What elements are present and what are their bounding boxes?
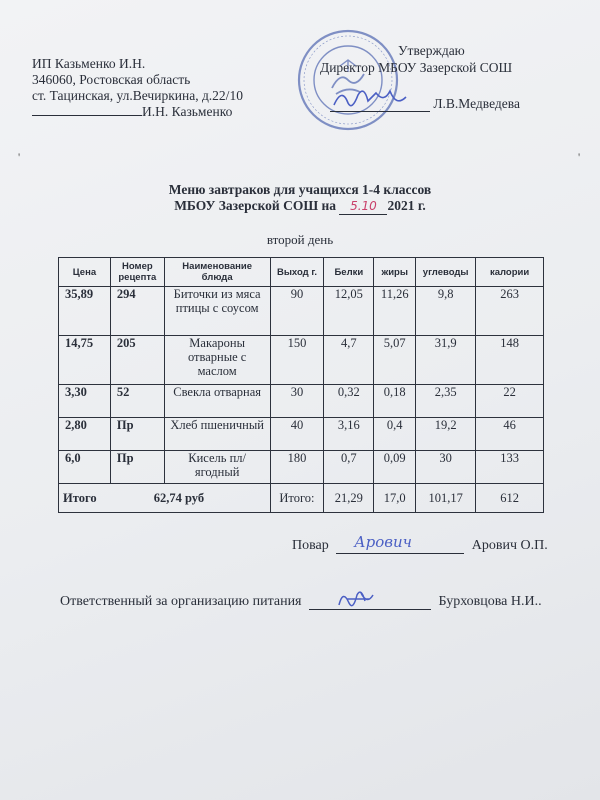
margin-tick: ' [18, 150, 21, 164]
header-price: Цена [59, 258, 111, 287]
cell-protein: 4,7 [324, 336, 374, 385]
cell-dish: Макароны отварные с маслом [164, 336, 270, 385]
header-dish: Наименование блюда [164, 258, 270, 287]
cell-dish: Свекла отварная [164, 385, 270, 418]
table-header-row [59, 258, 544, 287]
cell-carbs: 31,9 [416, 336, 476, 385]
supplier-address-1: 346060, Ростовская область [32, 72, 191, 87]
cell-price: 6,0 [59, 451, 111, 484]
total-kcal: 612 [476, 484, 544, 513]
header-kcal: калории [476, 258, 544, 287]
cell-recipe: 294 [110, 287, 164, 336]
cell-recipe: Пр [110, 418, 164, 451]
total-cell [59, 484, 271, 513]
table-total-row [59, 484, 544, 513]
table-row [59, 385, 544, 418]
cell-carbs: 30 [416, 451, 476, 484]
cell-fat: 0,18 [374, 385, 416, 418]
cell-price: 3,30 [59, 385, 111, 418]
cell-yield: 30 [270, 385, 324, 418]
approval-position: Директор МБОУ Зазерской СОШ [320, 60, 513, 75]
cook-label: Повар [292, 538, 329, 553]
director-signature-scribble [330, 83, 430, 113]
header-protein: Белки [324, 258, 374, 287]
table-row [59, 451, 544, 484]
cell-carbs: 19,2 [416, 418, 476, 451]
cell-dish: Кисель пл/ягодный [164, 451, 270, 484]
cell-dish: Хлеб пшеничный [164, 418, 270, 451]
cell-kcal: 148 [476, 336, 544, 385]
page-subtitle [0, 198, 600, 215]
cell-price: 2,80 [59, 418, 111, 451]
responsible-label: Ответственный за организацию питания [60, 594, 302, 609]
table-row [59, 287, 544, 336]
total-label-2: Итого: [270, 484, 324, 513]
total-carbs: 101,17 [416, 484, 476, 513]
supplier-block [32, 56, 243, 120]
cook-signature-line [336, 533, 464, 554]
responsible-name: Бурховцова Н.И.. [438, 594, 542, 609]
director-signature-line [330, 96, 520, 112]
cook-signature-block [292, 533, 548, 554]
cell-recipe: Пр [110, 451, 164, 484]
responsible-signature-line [309, 593, 431, 610]
date-handwritten: 5.10 [339, 198, 387, 215]
approval-block [320, 42, 512, 76]
cell-kcal: 46 [476, 418, 544, 451]
subtitle-suffix: 2021 г. [387, 198, 426, 213]
total-fat: 17,0 [374, 484, 416, 513]
approval-title: Утверждаю [398, 43, 465, 58]
header-carbs: углеводы [416, 258, 476, 287]
cell-yield: 180 [270, 451, 324, 484]
margin-tick-right: ' [578, 150, 581, 164]
total-protein: 21,29 [324, 484, 374, 513]
cell-carbs: 9,8 [416, 287, 476, 336]
table-row [59, 418, 544, 451]
cell-fat: 0,4 [374, 418, 416, 451]
cell-carbs: 2,35 [416, 385, 476, 418]
cook-signature: Арович [354, 533, 412, 551]
cell-fat: 0,09 [374, 451, 416, 484]
cell-protein: 0,32 [324, 385, 374, 418]
cook-name: Арович О.П. [471, 538, 548, 553]
subtitle-prefix: МБОУ Зазерской СОШ на [174, 198, 337, 213]
responsible-signature [309, 585, 431, 613]
cell-kcal: 133 [476, 451, 544, 484]
cell-kcal: 263 [476, 287, 544, 336]
responsible-signature-block [60, 593, 542, 610]
total-label: Итого [63, 490, 97, 505]
cell-yield: 150 [270, 336, 324, 385]
day-label: второй день [266, 232, 334, 247]
cell-yield: 40 [270, 418, 324, 451]
supplier-name: ИП Казьменко И.Н. [32, 56, 146, 71]
total-sum: 62,74 руб [153, 490, 205, 505]
director-name: Л.В.Медведева [433, 96, 520, 111]
supplier-signature-line [32, 104, 243, 120]
cell-yield: 90 [270, 287, 324, 336]
supplier-signatory: И.Н. Казьменко [142, 104, 233, 119]
cell-recipe: 52 [110, 385, 164, 418]
director-signature [330, 97, 430, 112]
header-yield: Выход г. [270, 258, 324, 287]
cell-fat: 5,07 [374, 336, 416, 385]
cell-protein: 3,16 [324, 418, 374, 451]
cell-dish: Биточки из мяса птицы с соусом [164, 287, 270, 336]
menu-table [58, 257, 544, 513]
page-title: Меню завтраков для учащихся 1-4 классов [168, 182, 432, 197]
header-recipe: Номер рецепта [110, 258, 164, 287]
header-fat: жиры [374, 258, 416, 287]
cell-protein: 12,05 [324, 287, 374, 336]
cell-recipe: 205 [110, 336, 164, 385]
cell-kcal: 22 [476, 385, 544, 418]
table-row [59, 336, 544, 385]
cell-price: 14,75 [59, 336, 111, 385]
cell-fat: 11,26 [374, 287, 416, 336]
cell-price: 35,89 [59, 287, 111, 336]
supplier-address-2: ст. Тацинская, ул.Вечиркина, д.22/10 [32, 88, 243, 103]
cell-protein: 0,7 [324, 451, 374, 484]
